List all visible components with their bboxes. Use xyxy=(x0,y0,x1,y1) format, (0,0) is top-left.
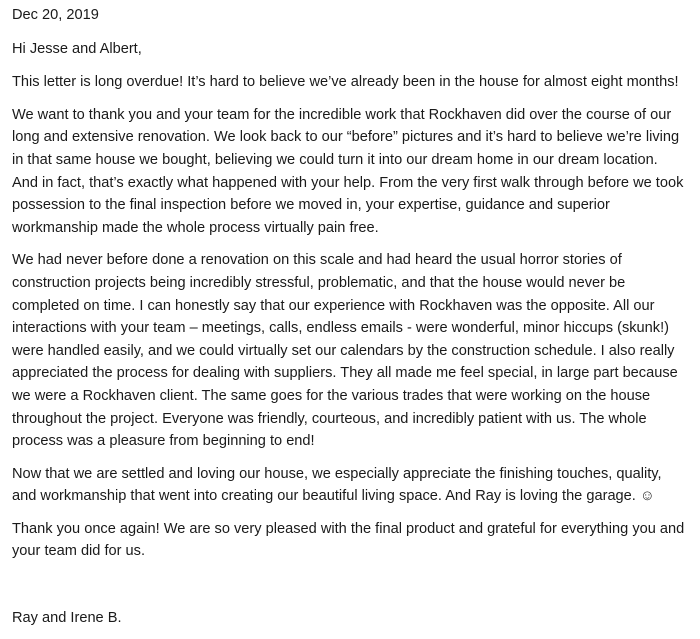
letter-paragraph-1: This letter is long overdue! It’s hard to believe we’ve already been in the house for almost eight months! xyxy=(12,74,679,91)
letter-paragraph-3: We had never before done a renovation on this scale and had heard the usual horror stories of construction projects being incredibly stressful, problematic, and that the house would never be completed on time. I can honestly say that our experience with Rockhaven was the opposite. All our interactions with your team – meetings, calls, endless emails - were wonderful, minor hiccups (skunk!) were handled easily, and we could virtually set our calendars by the construction schedule. I also really appreciated the process for dealing with suppliers. They all made me feel special, in large part because we were a Rockhaven client. The same goes for the various trades that were working on the house throughout the project. Everyone was friendly, courteous, and incredibly patient with us. The whole process was a pleasure from beginning to end! xyxy=(12,252,678,450)
letter-greeting: Hi Jesse and Albert, xyxy=(12,40,142,57)
letter-paragraph-4: Now that we are settled and loving our house, we especially appreciate the finishing touches, quality, and workmanship that went into creating our beautiful living space. And Ray is loving the garage. ☺ xyxy=(12,465,662,505)
letter-paragraph-2: We want to thank you and your team for the incredible work that Rockhaven did over the course of our long and extensive renovation. We look back to our “before” pictures and it’s hard to believe we’re living in that same house we bought, believing we could turn it into our dream home in our dream location. And in fact, that’s exactly what happened with your help. From the very first walk through before we took possession to the final inspection before we moved in, your expertise, guidance and superior workmanship made the whole process virtually pain free. xyxy=(12,106,684,236)
letter-date: Dec 20, 2019 xyxy=(12,7,99,23)
letter-signature: Ray and Irene B. xyxy=(12,610,122,626)
letter-paragraph-5: Thank you once again! We are so very pleased with the final product and grateful for everything you and your team did for us. xyxy=(12,520,685,560)
